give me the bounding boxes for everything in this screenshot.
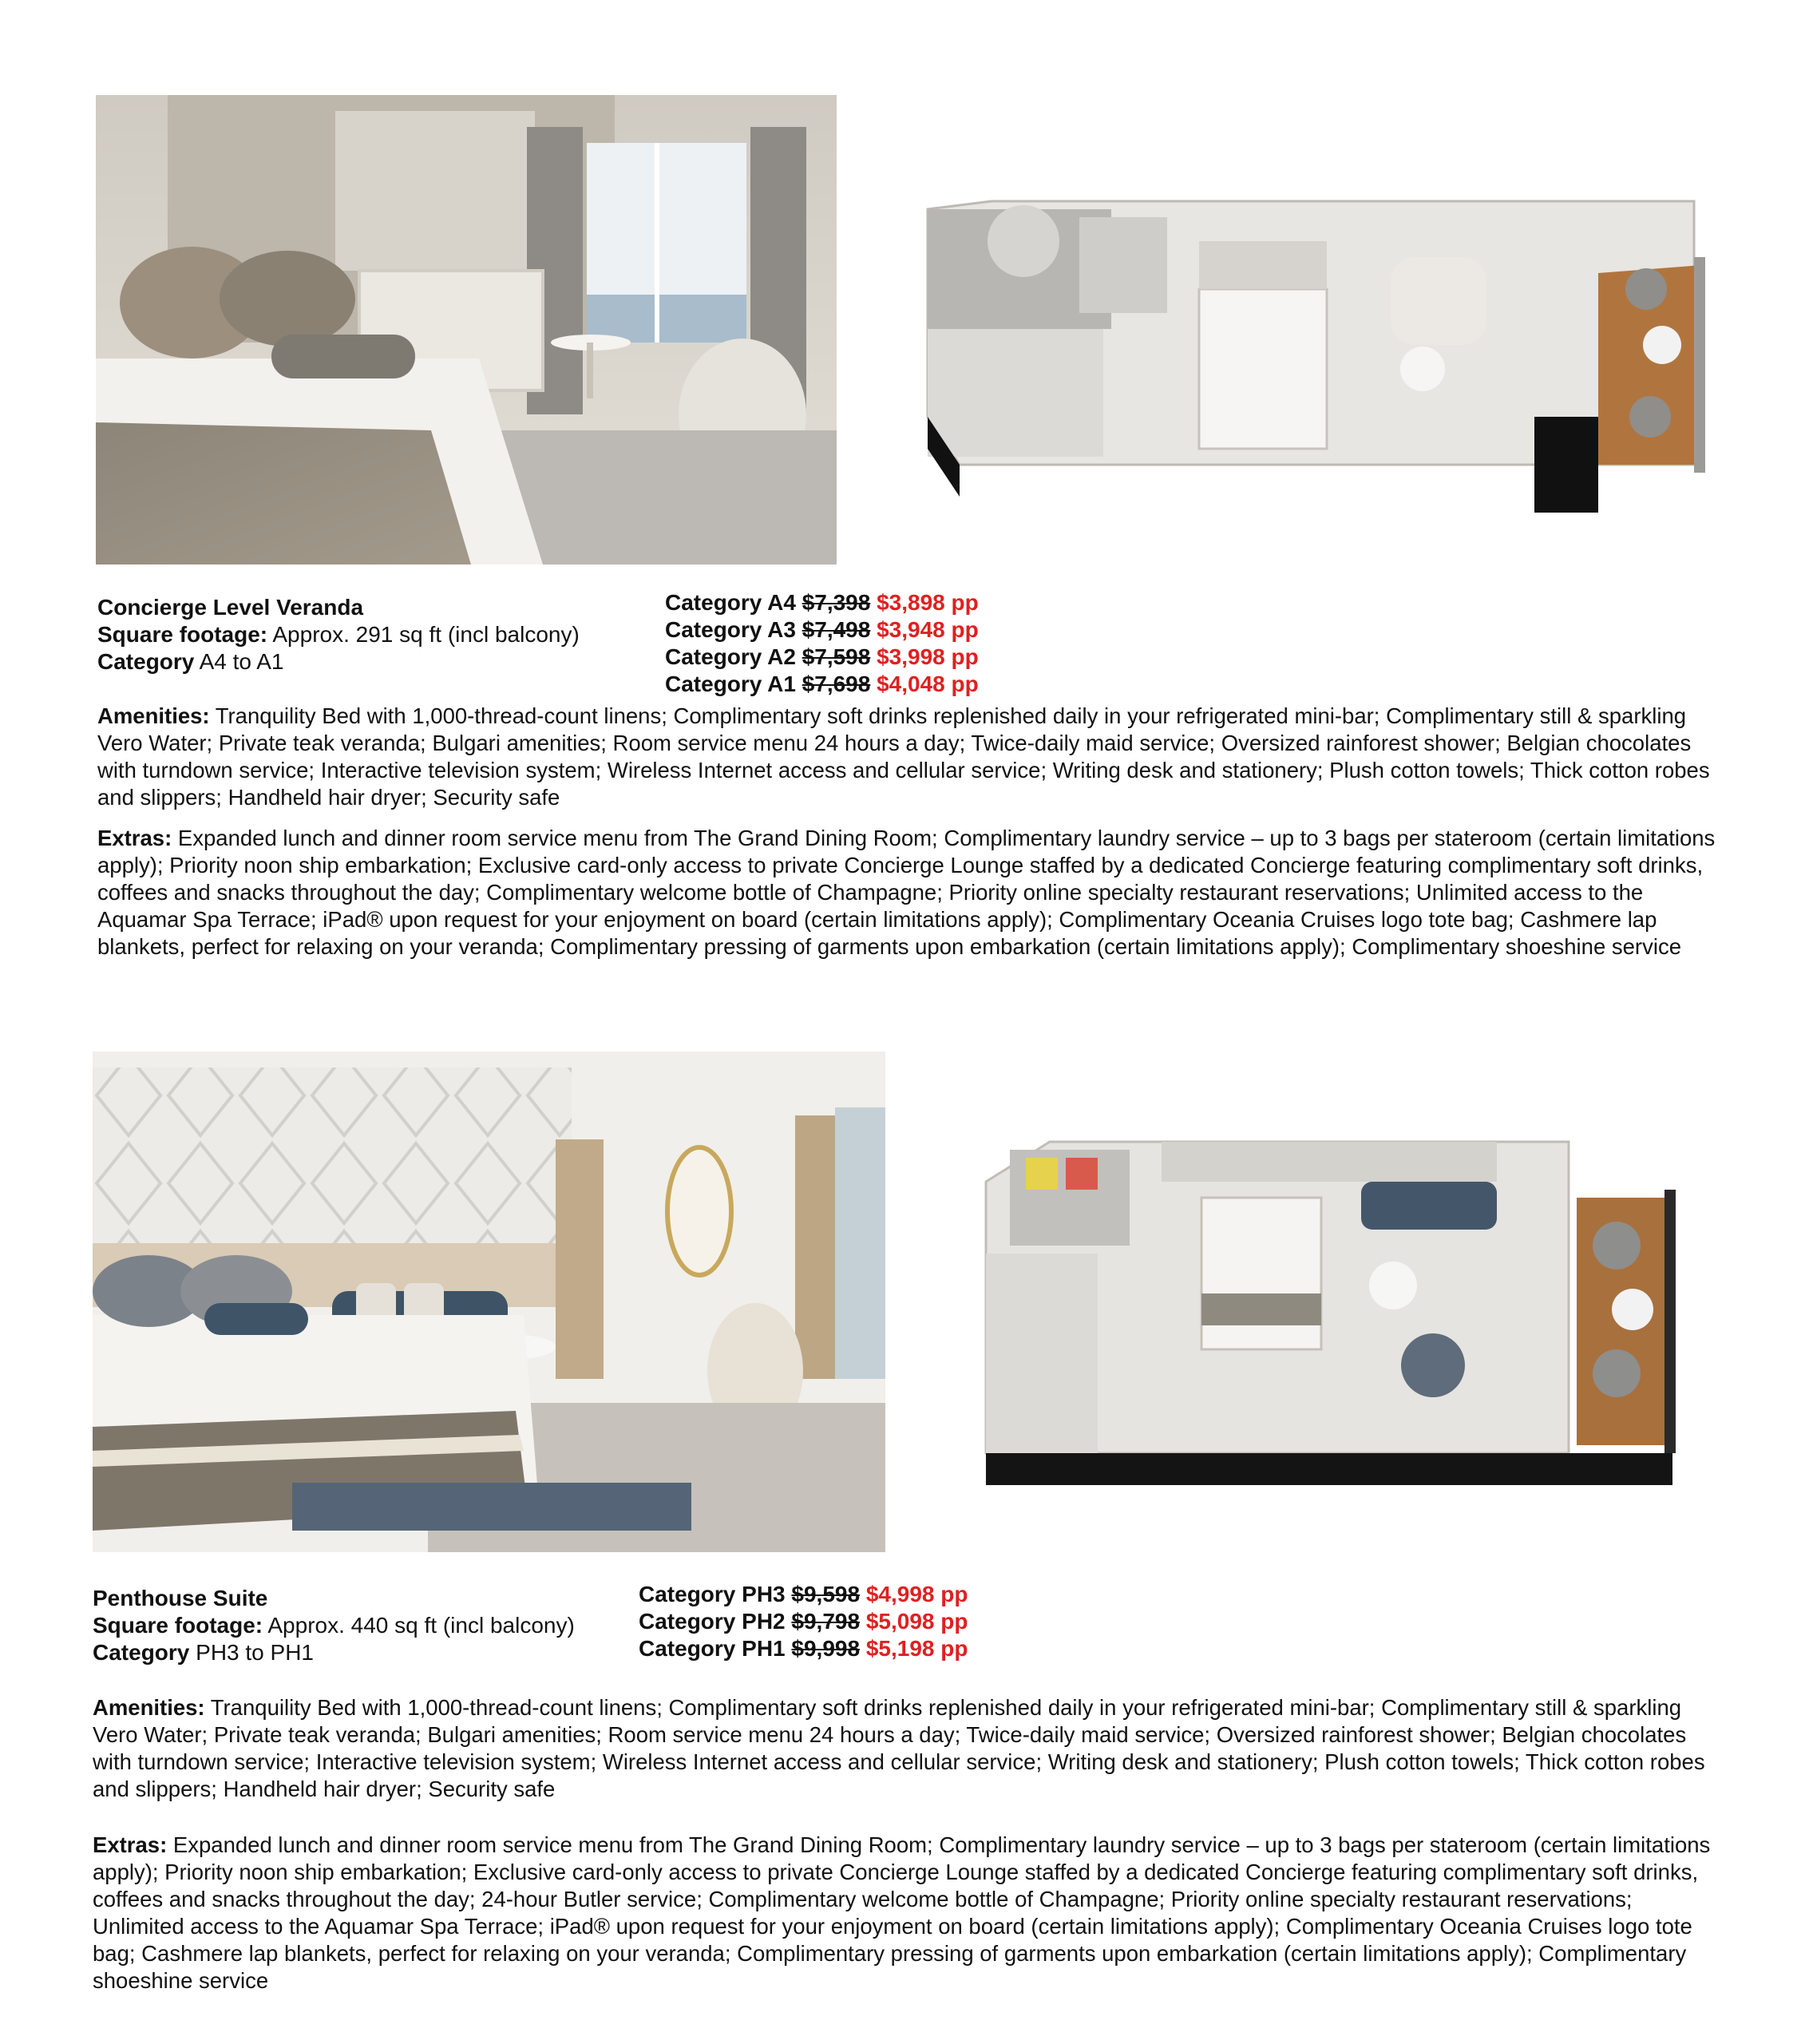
amenities-label: Amenities: — [97, 703, 210, 728]
category-label: Category — [97, 649, 195, 674]
price-category: Category PH1 — [639, 1636, 786, 1661]
old-price: $7,698 — [802, 671, 871, 696]
price-category: Category A3 — [665, 617, 796, 642]
old-price: $7,598 — [802, 644, 871, 669]
sale-price: $4,998 pp — [865, 1582, 968, 1606]
sale-price: $3,998 pp — [877, 644, 979, 669]
old-price: $7,498 — [802, 617, 871, 642]
sale-price: $5,198 pp — [865, 1636, 968, 1661]
amenities-label: Amenities: — [93, 1695, 205, 1720]
price-row — [665, 644, 979, 671]
price-category: Category PH2 — [639, 1609, 786, 1634]
price-row — [665, 616, 979, 644]
veranda-floor-plan — [896, 81, 1732, 583]
amenities-text: Tranquility Bed with 1,000-thread-count linens; Complimentary soft drinks replenished daily in your refrigerated mini-bar; Complimentary still & sparkling Vero Water; Private teak veranda; Bulgari amenities; Room service menu 24 hours a day; Twice-daily maid service; Oversized rainforest shower; Belgian chocolates with turndown service; Interactive television system; Wireless Internet access and cellular service; Writing desk and stationery; Plush cotton towels; Thick cotton robes and slippers; Handheld hair dryer; Security safe — [93, 1695, 1705, 1801]
old-price: $7,398 — [802, 590, 871, 615]
penthouse-price-list — [639, 1581, 968, 1662]
penthouse-suite-info — [93, 1585, 575, 1666]
penthouse-amenities — [93, 1694, 1721, 1803]
square-footage-value: Approx. 291 sq ft (incl balcony) — [272, 622, 580, 647]
veranda-suite-info — [97, 594, 580, 675]
price-row — [665, 671, 979, 698]
penthouse-room-photo — [93, 1052, 885, 1552]
old-price: $9,598 — [791, 1582, 861, 1606]
extras-label: Extras: — [93, 1832, 168, 1857]
suite-name: Penthouse Suite — [93, 1586, 268, 1610]
veranda-price-list — [665, 589, 979, 698]
extras-label: Extras: — [97, 826, 172, 850]
penthouse-floor-plan — [962, 1126, 1740, 1501]
price-row — [665, 589, 979, 616]
sale-price: $3,898 pp — [877, 590, 979, 615]
price-row — [639, 1608, 968, 1635]
sale-price: $5,098 pp — [865, 1609, 968, 1634]
old-price: $9,798 — [791, 1609, 861, 1634]
penthouse-extras — [93, 1832, 1721, 1994]
suite-name: Concierge Level Veranda — [97, 595, 364, 620]
sale-price: $4,048 pp — [877, 671, 979, 696]
old-price: $9,998 — [791, 1636, 861, 1661]
amenities-text: Tranquility Bed with 1,000-thread-count linens; Complimentary soft drinks replenished daily in your refrigerated mini-bar; Complimentary still & sparkling Vero Water; Private teak veranda; Bulgari amenities; Room service menu 24 hours a day; Twice-daily maid service; Oversized rainforest shower; Belgian chocolates with turndown service; Interactive television system; Wireless Internet access and cellular service; Writing desk and stationery; Plush cotton towels; Thick cotton robes and slippers; Handheld hair dryer; Security safe — [97, 703, 1710, 810]
veranda-extras — [97, 825, 1718, 961]
price-category: Category A2 — [665, 644, 796, 669]
square-footage-label: Square footage: — [93, 1613, 263, 1638]
price-category: Category PH3 — [639, 1582, 786, 1606]
veranda-room-photo — [96, 95, 837, 564]
extras-text: Expanded lunch and dinner room service menu from The Grand Dining Room; Complimentary laundry service – up to 3 bags per stateroom (certain limitations apply); Priority noon ship embarkation; Exclusive card-only access to private Concierge Lounge staffed by a dedicated Concierge featuring complimentary soft drinks, coffees and snacks throughout the day; Complimentary welcome bottle of Champagne; Priority online specialty restaurant reservations; Unlimited access to the Aquamar Spa Terrace; iPad® upon request for your enjoyment on board (certain limitations apply); Complimentary Oceania Cruises logo tote bag; Cashmere lap blankets, perfect for relaxing on your veranda; Complimentary pressing of garments upon embarkation (certain limitations apply); Complimentary shoeshine service — [97, 826, 1716, 959]
price-category: Category A4 — [665, 590, 796, 615]
sale-price: $3,948 pp — [877, 617, 979, 642]
square-footage-label: Square footage: — [97, 622, 268, 647]
extras-text: Expanded lunch and dinner room service menu from The Grand Dining Room; Complimentary laundry service – up to 3 bags per stateroom (certain limitations apply); Priority noon ship embarkation; Exclusive card-only access to private Concierge Lounge staffed by a dedicated Concierge featuring complimentary soft drinks, coffees and snacks throughout the day; 24-hour Butler service; Complimentary welcome bottle of Champagne; Priority online specialty restaurant reservations; Unlimited access to the Aquamar Spa Terrace; iPad® upon request for your enjoyment on board (certain limitations apply); Complimentary Oceania Cruises logo tote bag; Cashmere lap blankets, perfect for relaxing on your veranda; Complimentary pressing of garments upon embarkation (certain limitations apply); Complimentary shoeshine service — [93, 1832, 1711, 1993]
price-row — [639, 1635, 968, 1662]
price-category: Category A1 — [665, 671, 796, 696]
category-label: Category — [93, 1640, 190, 1665]
veranda-amenities — [97, 703, 1718, 811]
category-value: PH3 to PH1 — [196, 1640, 315, 1665]
square-footage-value: Approx. 440 sq ft (incl balcony) — [267, 1613, 575, 1638]
category-value: A4 to A1 — [199, 649, 284, 674]
price-row — [639, 1581, 968, 1608]
